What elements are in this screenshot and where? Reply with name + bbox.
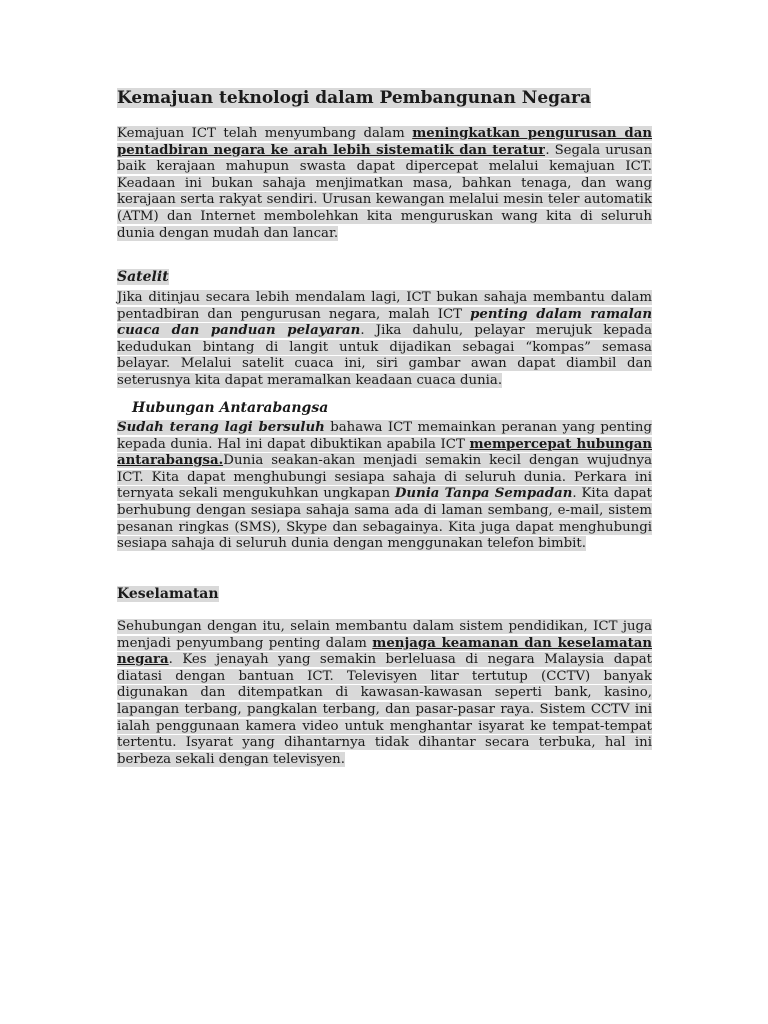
- paragraph-hubungan-emphasis: mempercepat hubungan antarabangsa.: [117, 436, 652, 469]
- paragraph-hubungan-middle: Dunia seakan-akan menjadi semakin kecil dengan wujudnya ICT. Kita dapat menghubungi sesiapa sahaja di seluruh dunia. Perkara ini ternyata sekali mengukuhkan ungkapan: [117, 453, 652, 502]
- paragraph-satelit-emphasis: penting dalam ramalan cuaca dan panduan pelayaran: [117, 306, 652, 339]
- paragraph-intro-body: . Segala urusan baik kerajaan mahupun swasta dapat dipercepat melalui kemajuan ICT. Keadaan ini bukan sahaja menjimatkan masa, bahkan tenaga, dan wang kerajaan serta rakyat sendiri. Urusan kewangan melalui mesin teler automatik (ATM) dan Internet membolehkan kita menguruskan wang kita di seluruh dunia dengan mudah dan lancar.: [117, 142, 653, 241]
- heading-hubungan-antarabangsa: [132, 399, 328, 417]
- paragraph-keselamatan-emphasis: menjaga keamanan dan keselamatan negara: [117, 635, 652, 668]
- paragraph-intro-lead: Kemajuan ICT telah menyumbang dalam: [117, 126, 413, 141]
- paragraph-intro: [117, 126, 652, 242]
- paragraph-hubungan: [117, 420, 652, 553]
- paragraph-hubungan-phrase: Dunia Tanpa Sempadan: [394, 486, 573, 502]
- heading-keselamatan: [117, 585, 219, 603]
- paragraph-satelit: [117, 290, 652, 390]
- paragraph-keselamatan-body: . Kes jenayah yang semakin berleluasa di negara Malaysia dapat diatasi dengan bantuan ICT. Televisyen litar tertutup (CCTV) banyak digunakan dan ditempatkan di kawasan-kawasan seperti bank, kasino, lapangan terbang, pangkalan terbang, dan pasar-pasar raya. Sistem CCTV ini ialah penggunaan kamera video untuk menghantar isyarat ke tempat-tempat tertentu. Isyarat yang dihantarnya tidak dihantar secara terbuka, hal ini berbeza sekali dengan televisyen.: [117, 652, 652, 767]
- paragraph-satelit-body: . Jika dahulu, pelayar merujuk kepada kedudukan bintang di langit untuk dijadikan sebagai “kompas” semasa belayar. Melalui satelit cuaca ini, siri gambar awan dapat diambil dan seterusnya kita dapat meramalkan keadaan cuaca dunia.: [117, 323, 652, 388]
- heading-satelit-text: Satelit: [117, 269, 169, 285]
- paragraph-hubungan-idiom: Sudah terang lagi bersuluh: [117, 420, 325, 435]
- paragraph-keselamatan: [117, 619, 652, 768]
- paragraph-keselamatan-lead: Sehubungan dengan itu, selain membantu dalam sistem pendidikan, ICT juga menjadi penyumbang penting dalam: [117, 619, 652, 651]
- paragraph-satelit-lead: Jika ditinjau secara lebih mendalam lagi, ICT bukan sahaja membantu dalam pentadbiran dan pengurusan negara, malah ICT: [117, 290, 652, 322]
- paragraph-hubungan-lead: bahawa ICT memainkan peranan yang penting kepada dunia. Hal ini dapat dibuktikan apabila ICT: [117, 420, 652, 452]
- heading-satelit: [117, 268, 169, 286]
- document-title-text: Kemajuan teknologi dalam Pembangunan Negara: [117, 88, 592, 108]
- paragraph-intro-emphasis: meningkatkan pengurusan dan pentadbiran negara ke arah lebih sistematik dan teratur: [117, 126, 653, 158]
- document-title: [117, 88, 591, 108]
- heading-keselamatan-text: Keselamatan: [117, 586, 219, 602]
- paragraph-hubungan-body: . Kita dapat berhubung dengan sesiapa sahaja sama ada di laman sembang, e-mail, sistem pesanan ringkas (SMS), Skype dan sebagainya. Kita juga dapat menghubungi sesiapa sahaja di seluruh dunia dengan menggunakan telefon bimbit.: [117, 486, 652, 552]
- heading-hubungan-antarabangsa-text: Hubungan Antarabangsa: [132, 400, 329, 416]
